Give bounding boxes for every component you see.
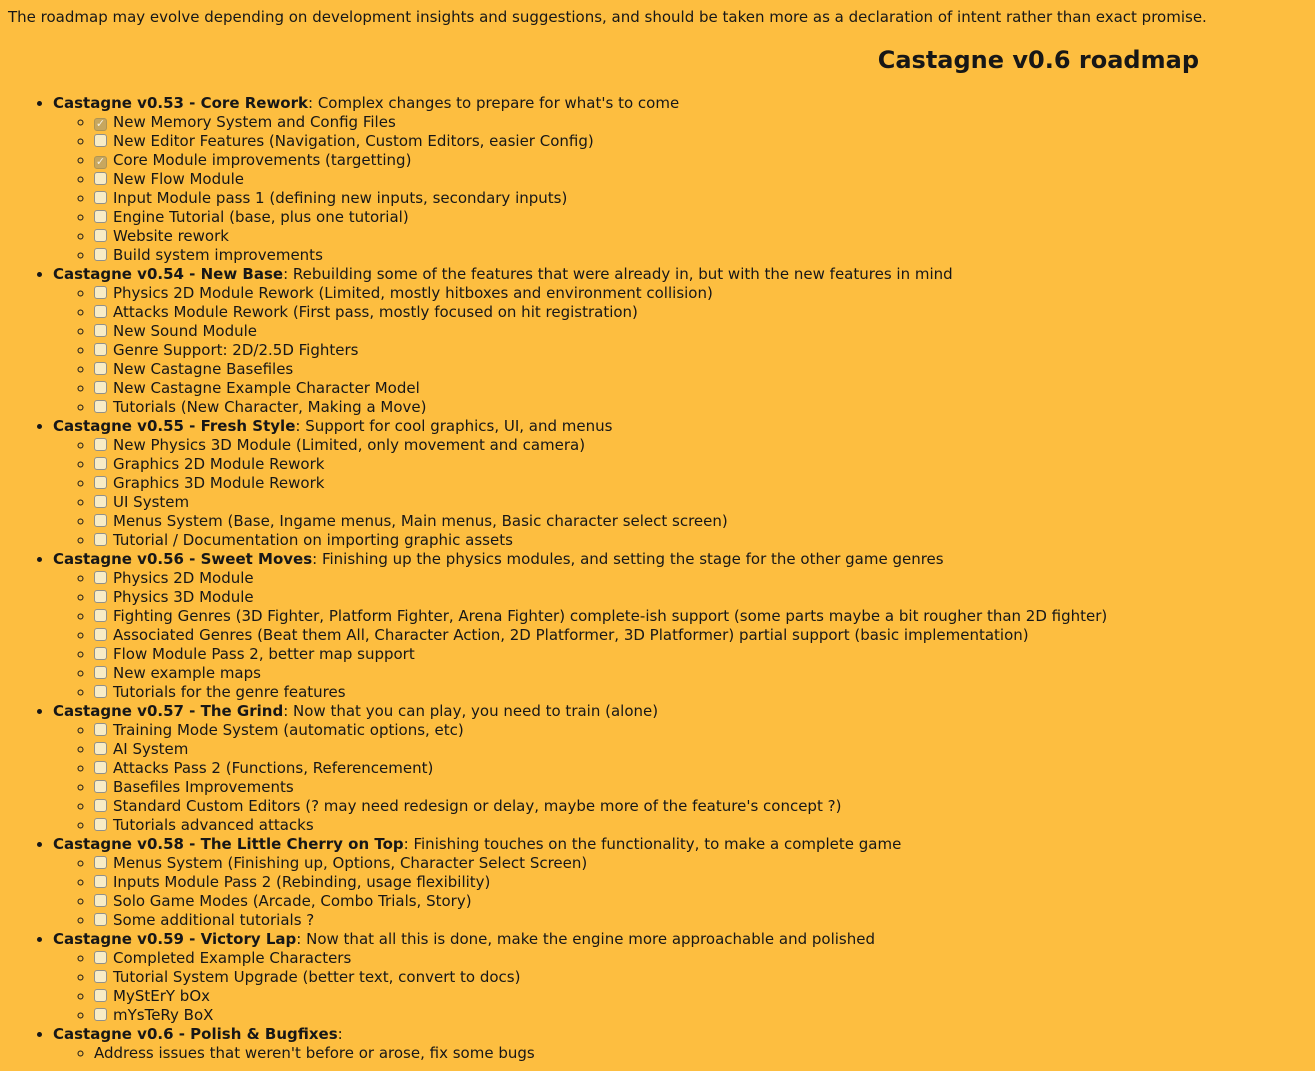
version-item: [53, 702, 1307, 835]
version-summary: : Finishing touches on the functionality, to make a complete game: [403, 835, 902, 853]
task-label: AI System: [113, 740, 189, 758]
task-checkbox[interactable]: [94, 571, 107, 584]
task-item: [94, 360, 1307, 379]
task-checkbox[interactable]: [94, 172, 107, 185]
task-checkbox[interactable]: [94, 875, 107, 888]
page-title: Castagne v0.6 roadmap: [877, 46, 1199, 74]
version-name: Castagne v0.59 - Victory Lap: [53, 930, 297, 948]
task-item: [94, 322, 1307, 341]
task-checkbox[interactable]: [94, 191, 107, 204]
task-label: New Editor Features (Navigation, Custom Editors, easier Config): [113, 132, 594, 150]
version-summary: : Finishing up the physics modules, and setting the stage for the other game genres: [312, 550, 944, 568]
version-name: Castagne v0.55 - Fresh Style: [53, 417, 296, 435]
task-list: [53, 436, 1307, 550]
task-item: [94, 398, 1307, 417]
task-checkbox[interactable]: [94, 628, 107, 641]
task-label: Genre Support: 2D/2.5D Fighters: [113, 341, 359, 359]
task-label: Attacks Module Rework (First pass, mostly focused on hit registration): [113, 303, 638, 321]
task-label: Website rework: [113, 227, 229, 245]
task-checkbox[interactable]: [94, 666, 107, 679]
task-list: [53, 569, 1307, 702]
task-checkbox[interactable]: [94, 514, 107, 527]
task-label: Menus System (Base, Ingame menus, Main menus, Basic character select screen): [113, 512, 728, 530]
task-checkbox[interactable]: [94, 210, 107, 223]
version-summary: : Now that all this is done, make the engine more approachable and polished: [296, 930, 875, 948]
task-item: [94, 341, 1307, 360]
task-label: Physics 3D Module: [113, 588, 254, 606]
task-checkbox[interactable]: [94, 723, 107, 736]
version-name: Castagne v0.54 - New Base: [53, 265, 284, 283]
task-item: [94, 132, 1307, 151]
task-checkbox[interactable]: [94, 609, 107, 622]
task-label: New Physics 3D Module (Limited, only movement and camera): [113, 436, 586, 454]
task-item: [94, 759, 1307, 778]
task-item: [94, 1006, 1307, 1025]
task-item: [94, 227, 1307, 246]
version-item: [53, 930, 1307, 1025]
task-checkbox[interactable]: [94, 818, 107, 831]
version-summary: : Rebuilding some of the features that were already in, but with the new features in mind: [283, 265, 953, 283]
task-list: [53, 113, 1307, 265]
task-item: [94, 113, 1307, 132]
task-item: [94, 816, 1307, 835]
task-item: [94, 208, 1307, 227]
task-item: [94, 949, 1307, 968]
task-item: [94, 474, 1307, 493]
task-item: [94, 436, 1307, 455]
task-label: Associated Genres (Beat them All, Character Action, 2D Platformer, 3D Platformer) partial support (basic implementation): [113, 626, 1029, 644]
task-label: Inputs Module Pass 2 (Rebinding, usage flexibility): [113, 873, 491, 891]
task-checkbox[interactable]: [94, 362, 107, 375]
task-label: New Castagne Basefiles: [113, 360, 294, 378]
task-checkbox[interactable]: [94, 438, 107, 451]
task-checkbox[interactable]: [94, 400, 107, 413]
task-item: [94, 626, 1307, 645]
version-summary: : Now that you can play, you need to train (alone): [283, 702, 659, 720]
task-item: [94, 645, 1307, 664]
task-label: Completed Example Characters: [113, 949, 352, 967]
task-item: [94, 569, 1307, 588]
task-item: [94, 379, 1307, 398]
task-item: [94, 664, 1307, 683]
task-checkbox[interactable]: [94, 685, 107, 698]
task-label: Input Module pass 1 (defining new inputs, secondary inputs): [113, 189, 568, 207]
task-label: UI System: [113, 493, 190, 511]
task-checkbox[interactable]: [94, 989, 107, 1002]
task-label: Solo Game Modes (Arcade, Combo Trials, Story): [113, 892, 472, 910]
task-checkbox[interactable]: [94, 761, 107, 774]
task-item: [94, 151, 1307, 170]
task-checkbox[interactable]: [94, 1008, 107, 1021]
task-label: Some additional tutorials ?: [113, 911, 315, 929]
task-label: Physics 2D Module: [113, 569, 254, 587]
task-list: [53, 949, 1307, 1025]
task-label: New Sound Module: [113, 322, 258, 340]
task-checkbox[interactable]: [94, 381, 107, 394]
task-label: Build system improvements: [113, 246, 323, 264]
task-label: Engine Tutorial (base, plus one tutorial): [113, 208, 409, 226]
task-checkbox[interactable]: [94, 590, 107, 603]
task-item: [94, 493, 1307, 512]
task-label: Training Mode System (automatic options, etc): [113, 721, 464, 739]
version-summary: :: [337, 1025, 343, 1043]
task-label: Flow Module Pass 2, better map support: [113, 645, 415, 663]
version-item: [53, 265, 1307, 417]
task-item: [94, 911, 1307, 930]
task-checkbox[interactable]: [94, 913, 107, 926]
task-checkbox[interactable]: [94, 856, 107, 869]
task-label: New Castagne Example Character Model: [113, 379, 420, 397]
task-checkbox[interactable]: [94, 647, 107, 660]
version-name: Castagne v0.53 - Core Rework: [53, 94, 308, 112]
task-item: [94, 854, 1307, 873]
version-item: [53, 417, 1307, 550]
task-item: [94, 531, 1307, 550]
task-label: Basefiles Improvements: [113, 778, 294, 796]
task-label: Physics 2D Module Rework (Limited, mostly hitboxes and environment collision): [113, 284, 713, 302]
version-item: [53, 94, 1307, 265]
task-item: [94, 778, 1307, 797]
task-item: [94, 873, 1307, 892]
task-checkbox[interactable]: [94, 457, 107, 470]
task-checkbox[interactable]: [94, 533, 107, 546]
task-item: [94, 721, 1307, 740]
version-summary: : Support for cool graphics, UI, and menus: [295, 417, 613, 435]
task-item: [94, 892, 1307, 911]
task-item: [94, 455, 1307, 474]
version-name: Castagne v0.56 - Sweet Moves: [53, 550, 313, 568]
version-summary: : Complex changes to prepare for what's to come: [308, 94, 680, 112]
task-list: [53, 854, 1307, 930]
task-checkbox[interactable]: [94, 156, 107, 169]
task-item: [94, 740, 1307, 759]
version-item: [53, 1025, 1307, 1063]
task-label: Tutorial / Documentation on importing graphic assets: [113, 531, 513, 549]
task-checkbox[interactable]: [94, 780, 107, 793]
task-checkbox[interactable]: [94, 305, 107, 318]
version-name: Castagne v0.6 - Polish & Bugfixes: [53, 1025, 338, 1043]
task-checkbox[interactable]: [94, 229, 107, 242]
task-label: Attacks Pass 2 (Functions, Referencement): [113, 759, 434, 777]
task-label: New example maps: [113, 664, 261, 682]
task-label: New Flow Module: [113, 170, 245, 188]
roadmap-list: [8, 94, 1307, 1063]
task-checkbox[interactable]: [94, 951, 107, 964]
task-checkbox[interactable]: [94, 343, 107, 356]
task-item: [94, 987, 1307, 1006]
version-name: Castagne v0.58 - The Little Cherry on Top: [53, 835, 404, 853]
task-item: [94, 683, 1307, 702]
task-list: [53, 721, 1307, 835]
task-list: [53, 1044, 1307, 1063]
task-label: Tutorial System Upgrade (better text, convert to docs): [113, 968, 521, 986]
task-label: MyStErY bOx: [113, 987, 211, 1005]
task-checkbox[interactable]: [94, 894, 107, 907]
task-checkbox[interactable]: [94, 799, 107, 812]
task-checkbox[interactable]: [94, 742, 107, 755]
version-name: Castagne v0.57 - The Grind: [53, 702, 284, 720]
disclaimer-text: The roadmap may evolve depending on development insights and suggestions, and should be taken more as a declaration of intent rather than exact promise.: [8, 8, 1207, 26]
task-item: [94, 170, 1307, 189]
task-checkbox[interactable]: [94, 248, 107, 261]
task-label: mYsTeRy BoX: [113, 1006, 214, 1024]
task-item: [94, 968, 1307, 987]
task-label: Graphics 2D Module Rework: [113, 455, 325, 473]
task-item: [94, 1044, 1307, 1063]
task-item: [94, 588, 1307, 607]
task-label: Tutorials for the genre features: [113, 683, 346, 701]
task-checkbox[interactable]: [94, 134, 107, 147]
task-item: [94, 246, 1307, 265]
task-item: [94, 303, 1307, 322]
task-label: Fighting Genres (3D Fighter, Platform Fighter, Arena Fighter) complete-ish support (some parts maybe a bit rougher than 2D fighter): [113, 607, 1108, 625]
task-checkbox[interactable]: [94, 118, 107, 131]
task-item: [94, 607, 1307, 626]
task-label: Graphics 3D Module Rework: [113, 474, 325, 492]
task-label: Tutorials advanced attacks: [113, 816, 314, 834]
version-item: [53, 835, 1307, 930]
task-label: Menus System (Finishing up, Options, Character Select Screen): [113, 854, 588, 872]
task-checkbox[interactable]: [94, 476, 107, 489]
task-checkbox[interactable]: [94, 495, 107, 508]
task-label: Tutorials (New Character, Making a Move): [113, 398, 427, 416]
task-item: [94, 512, 1307, 531]
task-checkbox[interactable]: [94, 970, 107, 983]
version-item: [53, 550, 1307, 702]
task-label: New Memory System and Config Files: [113, 113, 396, 131]
task-label: Address issues that weren't before or arose, fix some bugs: [94, 1044, 535, 1062]
task-checkbox[interactable]: [94, 286, 107, 299]
task-label: Core Module improvements (targetting): [113, 151, 412, 169]
task-item: [94, 797, 1307, 816]
task-checkbox[interactable]: [94, 324, 107, 337]
task-item: [94, 189, 1307, 208]
task-list: [53, 284, 1307, 417]
task-label: Standard Custom Editors (? may need redesign or delay, maybe more of the feature's concept ?): [113, 797, 842, 815]
task-item: [94, 284, 1307, 303]
